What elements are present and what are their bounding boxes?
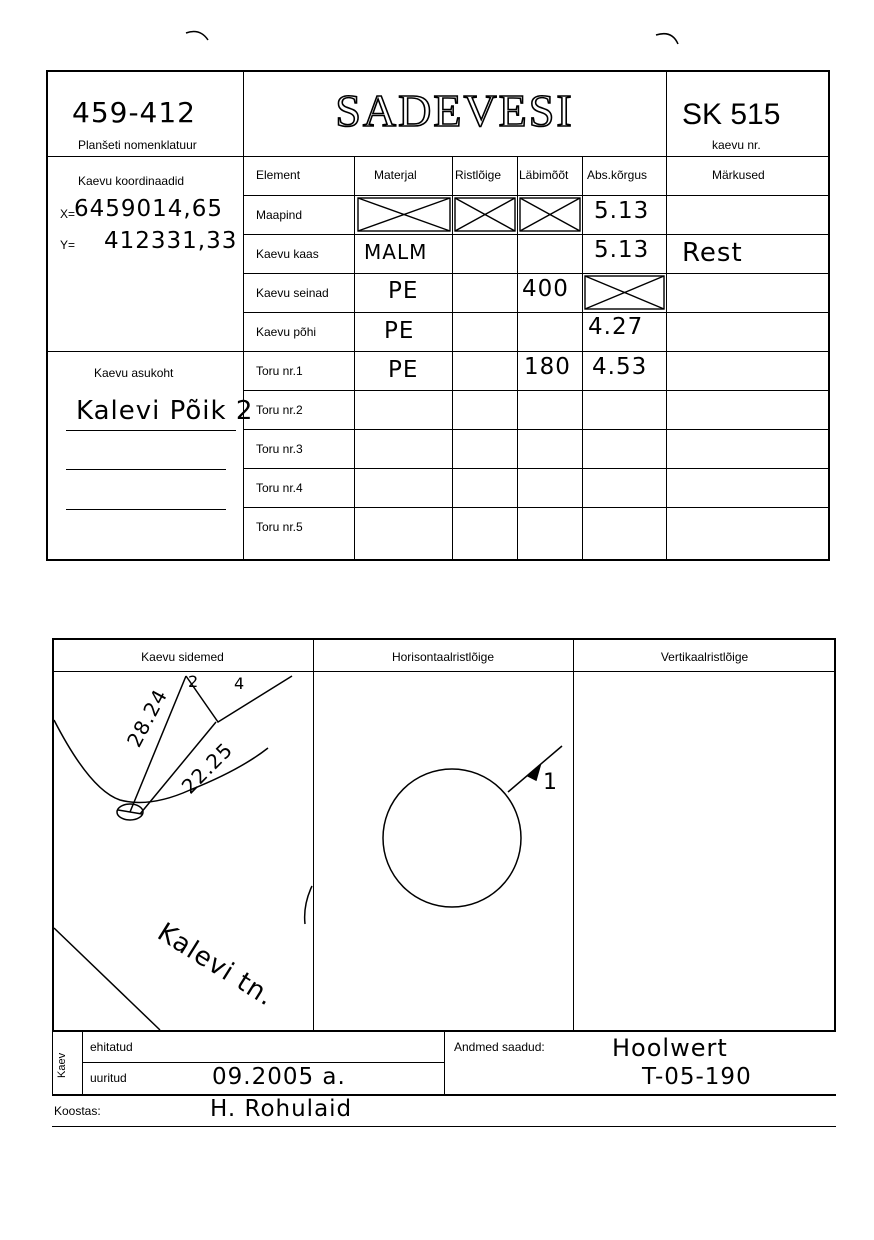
built-label: ehitatud — [90, 1040, 133, 1054]
location-label: Kaevu asukoht — [94, 366, 174, 380]
well-number-label: kaevu nr. — [712, 138, 761, 152]
col-cross-section: Ristlõige — [455, 168, 502, 182]
horizontal-section-label: Horisontaalristlõige — [391, 650, 495, 664]
compiled-label: Koostas: — [54, 1104, 101, 1118]
cell-material: MALM — [364, 240, 428, 264]
cell-diameter: 180 — [524, 354, 571, 380]
data-from-value-2: T-05-190 — [642, 1064, 752, 1090]
row-label: Toru nr.1 — [256, 364, 303, 378]
col-material: Materjal — [374, 168, 417, 182]
well-number-value: SK 515 — [682, 98, 781, 131]
row-label: Maapind — [256, 208, 303, 222]
vertical-section-label: Vertikaalristlõige — [660, 650, 749, 664]
compiled-value: H. Rohulaid — [210, 1096, 353, 1122]
y-coordinate-value: 412331,33 — [104, 228, 238, 254]
col-notes: Märkused — [712, 168, 765, 182]
data-from-value-1: Hoolwert — [612, 1034, 728, 1062]
mark-4: 4 — [234, 674, 246, 693]
x-label: X= — [60, 207, 76, 221]
surveyed-label: uuritud — [90, 1071, 127, 1085]
cell-material: PE — [388, 357, 419, 383]
connections-label: Kaevu sidemed — [141, 650, 224, 664]
col-element: Element — [256, 168, 301, 182]
sheet-nomenclature-value: 459-412 — [72, 96, 196, 129]
surveyed-value: 09.2005 a. — [212, 1064, 346, 1090]
kaev-label: Kaev — [56, 1052, 68, 1078]
row-label: Kaevu põhi — [256, 325, 317, 339]
cell-abs-height: 5.13 — [594, 237, 650, 263]
row-label: Toru nr.2 — [256, 403, 303, 417]
cell-notes: Rest — [682, 238, 743, 268]
x-coordinate-value: 6459014,65 — [74, 196, 224, 222]
form-title: SADEVESI — [335, 85, 574, 136]
data-from-label: Andmed saadud: — [454, 1040, 545, 1054]
cell-abs-height: 4.27 — [588, 314, 644, 340]
row-label: Toru nr.5 — [256, 520, 303, 534]
cell-material: PE — [388, 278, 419, 304]
location-value: Kalevi Põik 2 — [76, 396, 254, 426]
cell-diameter: 400 — [522, 276, 569, 302]
row-label: Kaevu kaas — [256, 247, 319, 261]
col-diameter: Läbimõõt — [519, 168, 569, 182]
mark-2: 2 — [188, 672, 200, 691]
cell-material: PE — [384, 318, 415, 344]
coordinates-label: Kaevu koordinaadid — [78, 174, 185, 188]
pipe-number: 1 — [543, 770, 558, 795]
col-abs-height: Abs.kõrgus — [587, 168, 648, 182]
cell-abs-height: 5.13 — [594, 198, 650, 224]
measure-2: 22.25 — [176, 737, 238, 799]
street-label: Kalevi tn. — [152, 917, 280, 1013]
y-label: Y= — [60, 238, 76, 252]
row-label: Toru nr.4 — [256, 481, 303, 495]
row-label: Kaevu seinad — [256, 286, 329, 300]
measure-1: 28.24 — [121, 684, 173, 752]
row-label: Toru nr.3 — [256, 442, 303, 456]
cell-abs-height: 4.53 — [592, 354, 648, 380]
sheet-nomenclature-label: Planšeti nomenklatuur — [78, 138, 197, 152]
